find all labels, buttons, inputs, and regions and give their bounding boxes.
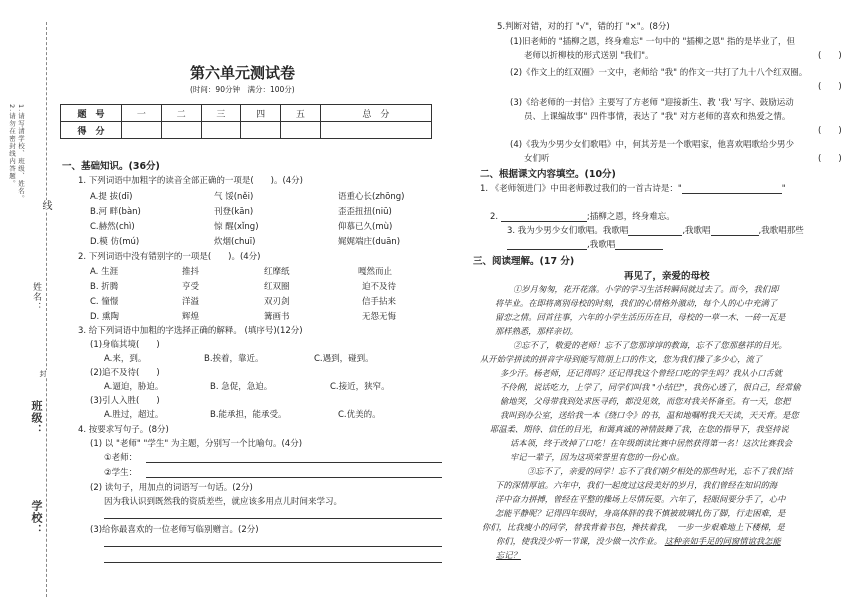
table-cell: 四: [241, 105, 281, 122]
page-subtitle: (时间：90分钟 满分：100分): [190, 85, 295, 94]
quote-blank[interactable]: [501, 221, 587, 222]
q1-option: A.提 拔(dī): [90, 192, 133, 202]
part2-line2-text: ;插柳之恩，终身难忘。: [586, 212, 675, 222]
q2-option: 亨受: [182, 282, 200, 292]
score-cell[interactable]: [201, 122, 241, 139]
sentence-answer-line[interactable]: [104, 518, 442, 519]
passage-line: 多少汗。杨老师，还记得吗？还记得我这个曾经口吃的学生吗？我从小口舌就: [500, 368, 783, 378]
q1-option: 歪歪扭扭(niū): [338, 207, 392, 217]
q5-item: (4)《我为少男少女们歌唱》中，何其芳是一个歌唱家，他喜欢唱歌给少男少: [510, 140, 795, 150]
passage-line: 你们，比我瘦小的同学，替我背着书包，搀扶着我， 一步一步艰难地上下楼梯，是: [482, 522, 785, 532]
part2-line3-b: ,我歌唱: [682, 226, 711, 236]
sing-blank[interactable]: [628, 235, 682, 236]
part2-line2: [490, 210, 675, 222]
passage-line: 怎能平静呢？记得四年级时，身高体胖的我不慎被玻璃扎伤了脚，行走困难，是: [495, 508, 786, 518]
binding-note: 1.请写清学校、班级、姓名。2.请勿在密封线内答题。: [8, 104, 25, 203]
score-table-score-row: [61, 122, 432, 139]
q1-stem: 1. 下列词语中加粗字的读音全部正确的一项是( )。(4分): [78, 176, 303, 186]
q3-item: (3)引人入胜( ): [90, 396, 160, 406]
q2-option: 洋溢: [182, 297, 200, 307]
q1-option: 语重心长(zhōng): [338, 192, 405, 202]
q1-option: D.模 仿(mú): [90, 237, 140, 247]
q1-option: 仰慕已久(mù): [338, 222, 393, 232]
name-label: 姓名：: [31, 282, 41, 312]
q4-subquestion: (3)给你最喜欢的一位老师写临别赠言。(2分): [90, 525, 259, 535]
q5-item: (3)《给老师的一封信》主要写了方老师 "迎接新生、教 '我' 写字、鼓励运动: [510, 98, 794, 108]
passage-line: 偷地哭，父母带我到处求医寻药，都没见效，而您对我关怀备至。有一天，您把: [500, 396, 791, 406]
q2-option: 嘎然而止: [358, 267, 393, 277]
q3-option: A.胜过，超过。: [104, 410, 164, 420]
q1-option: 刊登(kān): [214, 207, 254, 217]
q4-subquestion: (2) 读句子，用加点的词语写一句话。(2分): [90, 483, 253, 493]
score-table-header-row: [61, 105, 432, 122]
passage-line: ②忘不了，敬爱的老师！忘不了您那谆谆的教诲，忘不了您那慈祥的目光。: [513, 340, 787, 350]
q1-option: C.赫然(chì): [90, 222, 135, 232]
q2-option: A. 生涯: [90, 267, 119, 277]
q2-option: 红双圈: [264, 282, 290, 292]
passage-line: ①岁月匆匆，花开花落。小学的学习生活转瞬间就过去了。而今，我们即: [513, 284, 779, 294]
part2-line4-text: ,我歌唱: [587, 240, 616, 250]
passage-line: 不伶俐，说话吃力，上学了，同学们叫我 "小结巴"，我伤心透了，很自己，经常偷: [500, 382, 801, 392]
underlined-sentence: 这种亲如手足的同窗情谊我怎能: [664, 536, 781, 546]
q2-option: 篝画书: [264, 312, 290, 322]
q2-option: 推抖: [182, 267, 200, 277]
q2-option: D. 熏陶: [90, 312, 119, 322]
teacher-answer-line[interactable]: [146, 462, 442, 463]
q1-option: B.河 畔(bàn): [90, 207, 141, 217]
passage-line: 耶温柔、期待、信任的目光，和蔼真诚的神情鼓舞了我，在您的指导下，我坚持说: [490, 424, 789, 434]
table-cell: 题 号: [61, 105, 122, 122]
q4-subquestion: (1) 以 "老师" "学生" 为主题，分别写一个比喻句。(4分): [90, 439, 303, 449]
table-cell: 得 分: [61, 122, 122, 139]
q3-option: A.来，到。: [104, 354, 147, 364]
q3-option: B.挨着，靠近。: [204, 354, 264, 364]
part2-line1-end: ": [781, 184, 786, 194]
score-cell[interactable]: [241, 122, 281, 139]
sing-blank[interactable]: [615, 249, 663, 250]
score-cell[interactable]: [161, 122, 201, 139]
q5-item: (1)旧老师的 "插柳之恩，终身难忘" 一句中的 "插柳之恩" 指的是毕业了，但: [510, 37, 795, 47]
q2-stem: 2. 下列词语中没有错别字的一项是( )。(4分): [78, 252, 261, 262]
class-label: 班级：: [30, 400, 43, 436]
part2-line4: [507, 238, 663, 250]
score-cell[interactable]: [122, 122, 162, 139]
student-label: ②学生：: [104, 468, 138, 478]
q3-option: A.逼迫，胁迫。: [104, 382, 164, 392]
q3-option: B. 急促，急迫。: [210, 382, 273, 392]
q2-option: 红摩纸: [264, 267, 290, 277]
seal-line: [46, 22, 47, 597]
q5-paren[interactable]: ( ): [818, 51, 842, 61]
school-label: 学校：: [30, 500, 43, 536]
q2-option: 迫不及待: [362, 282, 397, 292]
q5-item: 女们听: [524, 154, 550, 164]
part2-line3: [507, 224, 804, 236]
passage-line: [496, 535, 781, 547]
part2-line1: [480, 182, 786, 194]
farewell-answer-line[interactable]: [104, 546, 442, 547]
passage-line: 留恋之情。回首往事，六年的小学生活历历在目，母校的一草一木、一砖一瓦是: [495, 312, 786, 322]
passage-line: 话本领，终于改掉了口吃！在年级朗读比赛中居然获得第一名！这次比赛我会: [510, 438, 793, 448]
poem-blank[interactable]: [682, 193, 782, 194]
table-cell: 一: [122, 105, 162, 122]
score-table: [60, 104, 432, 139]
score-cell[interactable]: [281, 122, 321, 139]
passage-line: 牢记一辈子，因为这项荣誉里有您的一份心血。: [510, 452, 685, 462]
part2-heading: 二、根据课文内容填空。(10分): [480, 169, 616, 180]
q5-item: 老师以折柳枝的形式送别 "我们"。: [524, 51, 654, 61]
teacher-label: ①老师：: [104, 453, 138, 463]
q2-option: C. 憧憬: [90, 297, 119, 307]
q1-option: 炊烟(chuī): [214, 237, 256, 247]
student-answer-line[interactable]: [146, 477, 442, 478]
q4-stem: 4. 按要求写句子。(8分): [78, 425, 169, 435]
passage-line: 将毕业。在即将离别母校的时刻，我们的心情格外激动，每个人的心中充满了: [495, 298, 778, 308]
part2-line2-num: 2.: [490, 212, 499, 222]
q1-option: 娓娓端庄(duān): [338, 237, 401, 247]
seal-label: 封: [39, 370, 47, 378]
table-cell: 二: [161, 105, 201, 122]
page-title: 第六单元测试卷: [190, 64, 296, 82]
q3-option: C.优美的。: [338, 410, 381, 420]
passage-text: 你们，使我没少听一节课，没少做一次作业。: [496, 536, 662, 546]
q2-option: 双刃剑: [264, 297, 290, 307]
part2-line1-text: 1. 《老师领进门》中田老师教过我们的一首古诗是：": [480, 184, 682, 194]
q5-paren[interactable]: ( ): [818, 154, 842, 164]
sing-blank[interactable]: [507, 249, 587, 250]
q4-sentence: 因为我认识到既然我的资质差些，就应该多用点儿时间来学习。: [104, 497, 343, 507]
part2-line3-c: ,我歌唱那些: [758, 226, 804, 236]
part1-heading: 一、基础知识。(36分): [62, 161, 160, 172]
q3-stem: 3. 给下列词语中加粗的字选择正确的解释。 (填序号)(12分): [78, 326, 303, 336]
part2-line3-a: 3. 我为少男少女们歌唱。我歌唱: [507, 226, 629, 236]
passage-line: 洋中奋力拼搏，曾经在平整的操场上尽情玩耍。六年了，轻眼间要分手了，心中: [495, 494, 786, 504]
q3-option: C.遇到，碰到。: [314, 354, 374, 364]
q1-option: 惊 醒(xǐng): [214, 222, 259, 232]
q5-paren[interactable]: ( ): [818, 82, 842, 92]
passage-line: 从开始学拼读的拼音字母到能写简朋上口的作文，您为我们操了多少心，流了: [480, 354, 763, 364]
q3-option: B.能承担，能承受。: [210, 410, 287, 420]
q2-option: 信手拈来: [362, 297, 397, 307]
table-cell: 三: [201, 105, 241, 122]
line-label: 线: [40, 200, 51, 211]
score-cell[interactable]: [320, 122, 431, 139]
passage-line: 下的深情厚谊。六年中，我们一起度过这段美好的岁月，我们曾经在知识的海: [495, 480, 778, 490]
q5-item: (2)《作文上的红双圈》一文中，老师给 "我" 的作文一共打了九十八个红双圈。: [510, 68, 808, 78]
sing-blank[interactable]: [711, 235, 759, 236]
q3-item: (1)身临其境( ): [90, 340, 160, 350]
passage-line: ③忘不了，亲爱的同学！忘不了我们朝夕相处的那些时光，忘不了我们结: [527, 466, 793, 476]
passage-line: 我叫到办公室，送给我一本《绕口令》的书，温和地嘱咐我天天读，天天背。是您: [500, 410, 799, 420]
q3-item: (2)追不及待( ): [90, 368, 160, 378]
table-cell: 总 分: [320, 105, 431, 122]
farewell-answer-line[interactable]: [104, 562, 442, 563]
q2-option: 无怨无悔: [362, 312, 397, 322]
q5-item: 员、上课编故事" 四件事情，表达了 "我" 对方老师的喜欢和热爱之情。: [524, 112, 791, 122]
underlined-sentence-end: 忘记？: [496, 550, 521, 560]
q2-option: B. 折腾: [90, 282, 119, 292]
part3-heading: 三、阅读理解。(17 分): [473, 256, 575, 267]
q1-option: 气 馁(něi): [214, 192, 254, 202]
table-cell: 五: [281, 105, 321, 122]
q2-option: 辉煌: [182, 312, 200, 322]
passage-line: 那样熟悉，那样亲切。: [495, 326, 578, 336]
q5-paren[interactable]: ( ): [818, 126, 842, 136]
passage-title: 再见了，亲爱的母校: [624, 271, 710, 282]
q3-option: C.接近，狭窄。: [330, 382, 390, 392]
q5-stem: 5.判断对错，对的打 "√"，错的打 "×"。(8分): [497, 22, 670, 32]
